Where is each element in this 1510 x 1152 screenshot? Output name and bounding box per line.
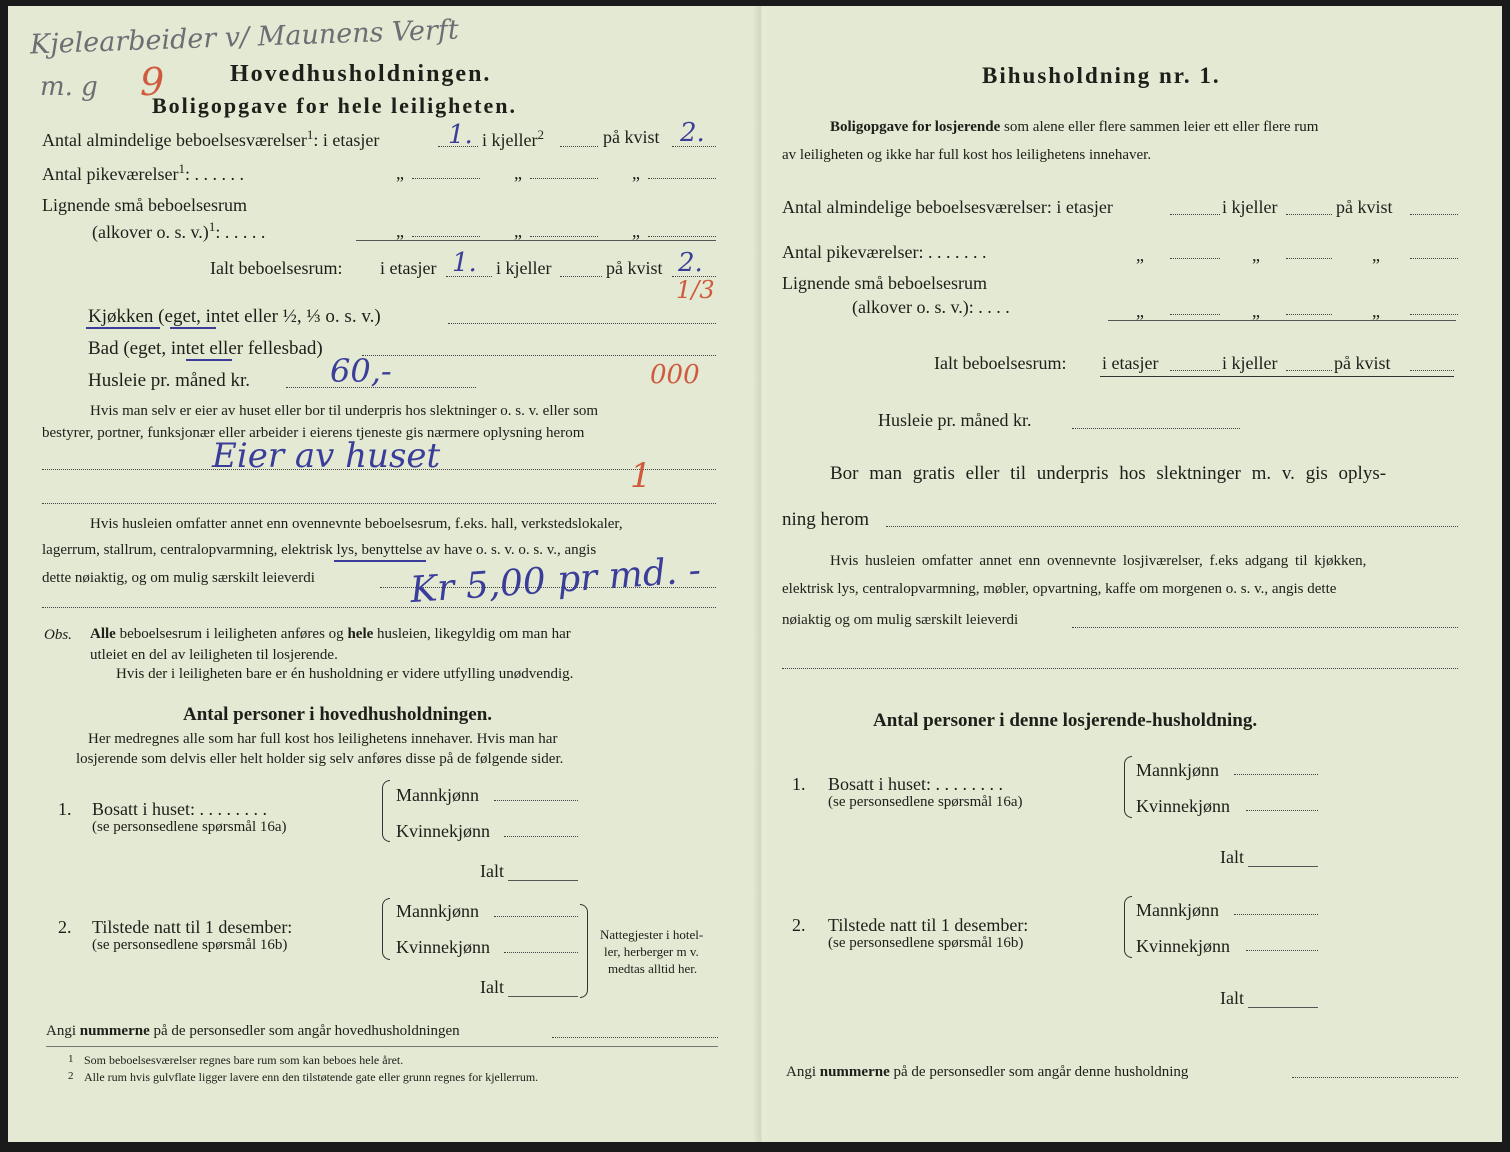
right-etasjer-field[interactable] <box>1170 214 1220 215</box>
right-q1-male-label: Mannkjønn <box>1136 760 1219 780</box>
right-total-etasjer-label: i etasjer <box>1102 353 1159 373</box>
right-total-kvist-label: på kvist <box>1334 353 1391 373</box>
right-total-kvist-field[interactable] <box>1410 370 1454 371</box>
right-alcove-underline <box>1108 320 1456 321</box>
right-q1-total-field[interactable] <box>1248 866 1318 867</box>
right-free-line-2: ning herom <box>782 509 870 530</box>
right-page-title: Bihusholdning nr. 1. <box>982 63 1221 88</box>
persons-note-2: losjerende som delvis eller helt holder sig selv anføres disse på de følgende sider. <box>76 751 564 767</box>
guests-brace <box>580 904 588 998</box>
right-persons-title: Antal personer i denne losjerende-husholdning. <box>873 710 1258 731</box>
right-q1-female-label: Kvinnekjønn <box>1136 796 1230 816</box>
q2-female-label: Kvinnekjønn <box>396 937 490 957</box>
bath-field[interactable] <box>362 355 716 356</box>
red-fraction-annotation: 1/3 <box>676 276 715 304</box>
right-q2-female-field[interactable] <box>1246 950 1318 951</box>
q2-number: 2. <box>58 917 72 937</box>
kvist-value: 2. <box>680 118 705 148</box>
right-intro-line-1: Boligopgave for losjerende som alene eller flere sammen leier ett eller flere rum <box>830 119 1319 135</box>
red-number-annotation: 9 <box>140 60 165 104</box>
right-intro-line-2: av leiligheten og ikke har full kost hos leilighetens innehaver. <box>782 147 1152 163</box>
alcove-underline <box>356 240 716 241</box>
right-maid-etasjer-field[interactable] <box>1170 258 1220 259</box>
q1-label: Bosatt i huset: . . . . . . . . <box>92 799 267 819</box>
guests-note-2: ler, herberger m v. <box>604 944 699 959</box>
maid-kvist-field[interactable] <box>648 178 716 179</box>
rent-note-line-2: lagerrum, stallrum, centralopvarmning, elektrisk lys, benyttelse av have o. s. v. o. s. v., angis <box>42 542 597 558</box>
right-alcove-kvist-field[interactable] <box>1410 314 1458 315</box>
rent-note-line-3: dette nøiaktig, og om mulig særskilt leieverdi <box>42 570 315 586</box>
right-rent-field[interactable] <box>1072 428 1240 429</box>
guests-note-1: Nattegjester i hotel- <box>600 927 704 942</box>
right-q2-total-field[interactable] <box>1248 1007 1318 1008</box>
total-kvist-label: på kvist <box>606 258 663 278</box>
right-q2-male-label: Mannkjønn <box>1136 900 1219 920</box>
right-alcove-etasjer-field[interactable] <box>1170 314 1220 315</box>
ditto-mark: „ <box>1136 245 1144 265</box>
bath-label: Bad (eget, intet eller fellesbad) <box>88 338 323 359</box>
right-q2-label: Tilstede natt til 1 desember: <box>828 915 1029 935</box>
ditto-mark: „ <box>514 221 522 241</box>
page-fold <box>753 6 769 1142</box>
maid-rooms-label: Antal pikeværelser$^1$: . . . . . . <box>42 161 244 184</box>
right-q1-sub: (se personsedlene spørsmål 16a) <box>828 794 1023 810</box>
occupation-annotation: Kjelearbeider v/ Maunens Verft <box>29 14 460 61</box>
obs-line-1: Alle beboelsesrum i leiligheten anføres og hele husleien, likegyldig om man har <box>90 626 571 642</box>
angi-line: Angi nummerne på de personsedler som angår hovedhusholdningen <box>46 1023 460 1039</box>
right-q2-male-field[interactable] <box>1234 914 1318 915</box>
q2-label: Tilstede natt til 1 desember: <box>92 917 293 937</box>
total-kjeller-field[interactable] <box>560 276 602 277</box>
eget-underline-mark <box>170 327 216 329</box>
page-subtitle: Boligopgave for hele leiligheten. <box>152 93 518 118</box>
kitchen-label: Kjøkken (eget, intet eller ½, ⅓ o. s. v.) <box>88 306 381 327</box>
footnote-2: Alle rum hvis gulvflate ligger lavere enn den tilstøtende gate eller grunn regnes for kjellerrum. <box>84 1070 539 1084</box>
q2-sub: (se personsedlene spørsmål 16b) <box>92 937 288 953</box>
right-kjeller-label: i kjeller <box>1222 197 1278 217</box>
red-code-annotation: 000 <box>650 360 700 390</box>
q1-male-label: Mannkjønn <box>396 785 479 805</box>
small-rooms-label: Lignende små beboelsesrum <box>42 195 247 215</box>
footnote-1-num: 1 <box>68 1053 74 1065</box>
right-alcove-label: (alkover o. s. v.): . . . . <box>852 297 1010 317</box>
q2-total-label: Ialt <box>480 977 504 997</box>
right-maid-kjeller-field[interactable] <box>1286 258 1332 259</box>
right-note-line-2: elektrisk lys, centralopvarmning, møbler, opvartning, kaffe om morgenen o. s. v., angis dette <box>782 581 1337 597</box>
red-mark-annotation: 1 <box>630 456 652 496</box>
kitchen-field[interactable] <box>448 323 716 324</box>
footnote-1: Som beboelsesværelser regnes bare rum som kan beboes hele året. <box>84 1053 404 1067</box>
q2-female-field[interactable] <box>504 952 578 953</box>
rent-note-field-2[interactable] <box>42 607 716 608</box>
q1-female-field[interactable] <box>504 836 578 837</box>
owner-value: Eier av huset <box>212 436 441 476</box>
right-total-etasjer-field[interactable] <box>1170 370 1220 371</box>
q1-male-field[interactable] <box>494 800 578 801</box>
rent-note-line-1: Hvis husleien omfatter annet enn ovennevnte beboelsesrum, f.eks. hall, verkstedslokaler, <box>90 516 623 532</box>
owner-field-2[interactable] <box>42 503 716 504</box>
footnote-rule <box>46 1046 718 1047</box>
obs-label: Obs. <box>44 627 72 643</box>
ditto-mark: „ <box>632 163 640 183</box>
guests-note-3: medtas alltid her. <box>608 961 698 976</box>
right-total-kjeller-label: i kjeller <box>1222 353 1278 373</box>
q2-male-field[interactable] <box>494 916 578 917</box>
right-maid-kvist-field[interactable] <box>1410 258 1458 259</box>
etasjer-value: 1. <box>448 120 473 150</box>
q1-number: 1. <box>58 799 72 819</box>
right-small-rooms-label: Lignende små beboelsesrum <box>782 273 987 293</box>
alcove-kjeller-field[interactable] <box>530 236 598 237</box>
q2-brace <box>382 898 390 960</box>
right-q1-male-field[interactable] <box>1234 774 1318 775</box>
right-q1-total-label: Ialt <box>1220 847 1244 867</box>
right-q2-brace <box>1124 896 1132 958</box>
ditto-mark: „ <box>632 221 640 241</box>
rent-label: Husleie pr. måned kr. <box>88 370 250 391</box>
obs-line-3: Hvis der i leiligheten bare er én husholdning er videre utfylling unødvendig. <box>116 666 574 682</box>
ditto-mark: „ <box>1252 245 1260 265</box>
right-kvist-field[interactable] <box>1410 214 1458 215</box>
kjeller-field[interactable] <box>560 146 598 147</box>
footnote-2-num: 2 <box>68 1070 74 1082</box>
total-kjeller-label: i kjeller <box>496 258 552 278</box>
ditto-mark: „ <box>1136 301 1144 321</box>
total-etasjer-value: 1. <box>452 248 477 278</box>
right-note-field-2[interactable] <box>782 668 1458 669</box>
rent-value: 60,- <box>330 352 392 390</box>
ditto-mark: „ <box>1372 245 1380 265</box>
elektrisk-underline-mark <box>334 560 426 562</box>
right-q2-number: 2. <box>792 915 806 935</box>
right-kvist-label: på kvist <box>1336 197 1393 217</box>
right-total-rooms-label: Ialt beboelsesrum: <box>934 353 1067 373</box>
right-q2-female-label: Kvinnekjønn <box>1136 936 1230 956</box>
intet-underline-mark <box>186 359 232 361</box>
total-kvist-value: 2. <box>678 248 703 278</box>
maid-etasjer-field[interactable] <box>412 178 480 179</box>
mg-annotation: m. g <box>40 72 98 102</box>
right-note-line-3: nøiaktig og om mulig særskilt leieverdi <box>782 612 1019 628</box>
right-q2-total-label: Ialt <box>1220 988 1244 1008</box>
right-q2-sub: (se personsedlene spørsmål 16b) <box>828 935 1024 951</box>
right-total-kjeller-field[interactable] <box>1286 370 1332 371</box>
ditto-mark: „ <box>1252 301 1260 321</box>
alcove-label: (alkover o. s. v.)$^1$: . . . . . <box>92 219 266 242</box>
right-rent-label: Husleie pr. måned kr. <box>878 410 1032 430</box>
angi-field[interactable] <box>552 1037 718 1038</box>
right-angi-field[interactable] <box>1292 1077 1458 1078</box>
ditto-mark: „ <box>1372 301 1380 321</box>
rent-note-value: Kr 5,00 pr md. - <box>408 549 703 612</box>
right-total-underline <box>1100 376 1454 377</box>
right-free-field[interactable] <box>886 526 1458 527</box>
rooms-label: Antal almindelige beboelsesværelser$^1$: i etasjer <box>42 127 380 150</box>
right-q1-brace <box>1124 756 1132 818</box>
q2-male-label: Mannkjønn <box>396 901 479 921</box>
owner-note-line-1: Hvis man selv er eier av huset eller bor til underpris hos slektninger o. s. v. eller som <box>90 403 599 419</box>
right-q1-number: 1. <box>792 774 806 794</box>
right-note-line-1: Hvis husleien omfatter annet enn ovennevnte losjiværelser, f.eks adgang til kjøkken, <box>830 553 1367 569</box>
maid-kjeller-field[interactable] <box>530 178 598 179</box>
right-free-line-1: Bor man gratis eller til underpris hos slektninger m. v. gis oplys- <box>830 463 1387 484</box>
alcove-kvist-field[interactable] <box>648 236 716 237</box>
right-q1-female-field[interactable] <box>1246 810 1318 811</box>
right-maid-rooms-label: Antal pikeværelser: . . . . . . . <box>782 242 987 262</box>
right-rooms-label: Antal almindelige beboelsesværelser: i etasjer <box>782 197 1113 217</box>
alcove-etasjer-field[interactable] <box>412 236 480 237</box>
persons-title: Antal personer i hovedhusholdningen. <box>183 704 493 725</box>
page-title: Hovedhusholdningen. <box>230 61 492 87</box>
kitchen-underline-mark <box>86 327 160 329</box>
ditto-mark: „ <box>396 163 404 183</box>
obs-line-2: utleiet en del av leiligheten til losjerende. <box>90 647 338 663</box>
ditto-mark: „ <box>396 221 404 241</box>
right-angi-line: Angi nummerne på de personsedler som angår denne husholdning <box>786 1064 1189 1080</box>
right-q1-label: Bosatt i huset: . . . . . . . . <box>828 774 1003 794</box>
q2-total-field[interactable] <box>508 996 578 997</box>
ditto-mark: „ <box>514 163 522 183</box>
q1-female-label: Kvinnekjønn <box>396 821 490 841</box>
right-kjeller-field[interactable] <box>1286 214 1332 215</box>
q1-sub: (se personsedlene spørsmål 16a) <box>92 819 287 835</box>
q1-brace <box>382 780 390 842</box>
right-note-field[interactable] <box>1072 627 1458 628</box>
owner-note-line-2: bestyrer, portner, funksjonær eller arbeider i eierens tjeneste gis nærmere oplysning herom <box>42 425 585 441</box>
q1-total-field[interactable] <box>508 880 578 881</box>
persons-note-1: Her medregnes alle som har full kost hos leilighetens innehaver. Hvis man har <box>88 731 558 747</box>
kjeller-label: i kjeller$^2$ <box>482 127 544 150</box>
total-rooms-label: Ialt beboelsesrum: <box>210 258 343 278</box>
kvist-label: på kvist <box>603 127 660 147</box>
total-etasjer-label: i etasjer <box>380 258 437 278</box>
right-alcove-kjeller-field[interactable] <box>1286 314 1332 315</box>
q1-total-label: Ialt <box>480 861 504 881</box>
